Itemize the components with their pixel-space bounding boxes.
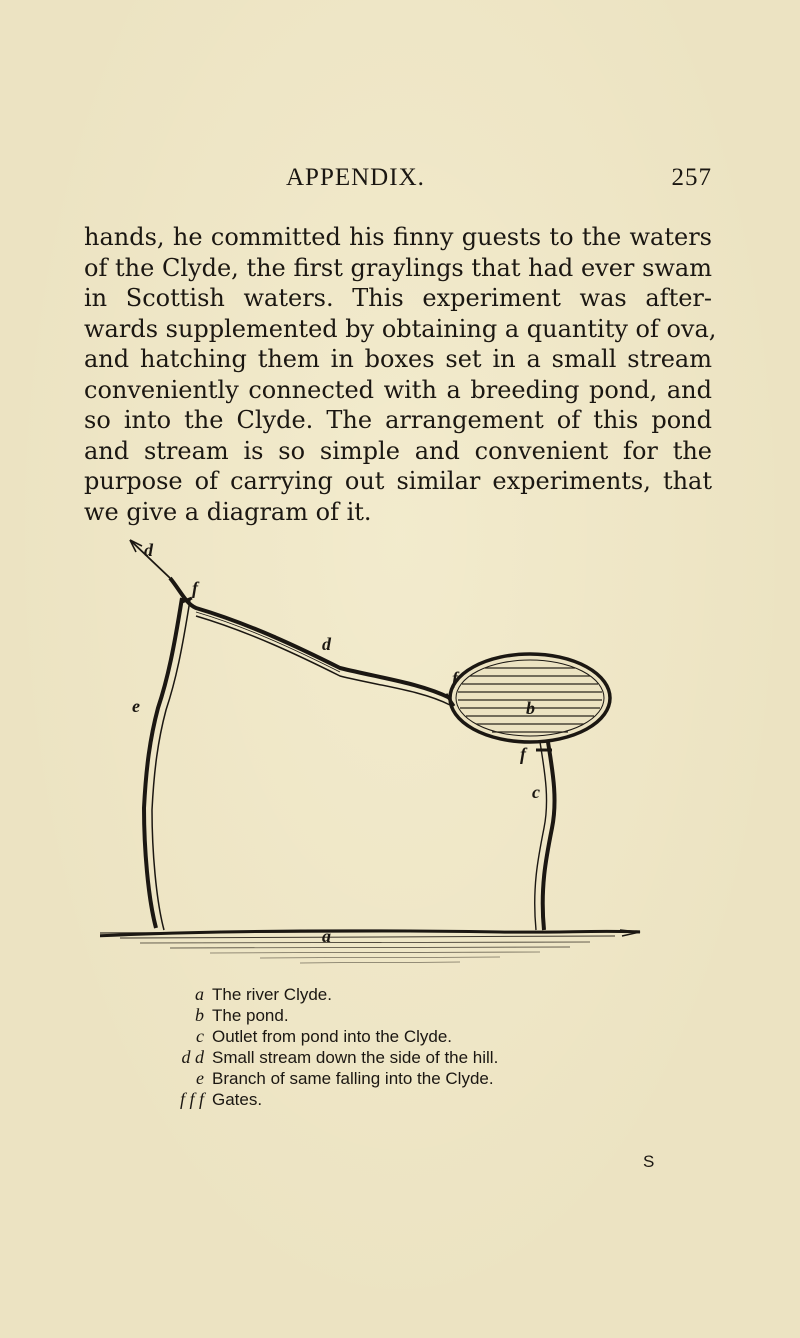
label-f-outlet: f bbox=[520, 744, 526, 764]
body-line: purpose of carrying out similar experiments, that bbox=[84, 467, 712, 495]
running-head bbox=[252, 164, 712, 194]
branch-e bbox=[144, 598, 182, 928]
legend-item bbox=[146, 1026, 566, 1047]
pond-diagram bbox=[100, 528, 660, 988]
legend-item bbox=[146, 1047, 566, 1068]
legend-text: Gates. bbox=[212, 1090, 263, 1109]
legend-item bbox=[146, 1089, 566, 1110]
page-number: 257 bbox=[671, 164, 712, 191]
label-a: a bbox=[322, 926, 331, 946]
legend-item bbox=[146, 1005, 566, 1026]
body-line: of the Clyde, the first graylings that had ever swam bbox=[84, 253, 712, 282]
body-line: hands, he committed his finny guests to the waters bbox=[84, 223, 712, 251]
body-line: we give a diagram of it. bbox=[84, 497, 372, 526]
legend-text: Branch of same falling into the Clyde. bbox=[212, 1069, 494, 1088]
legend-item bbox=[146, 1068, 566, 1089]
label-b: b bbox=[526, 698, 535, 718]
stream-d bbox=[170, 578, 450, 698]
body-line: in Scottish waters. This experiment was after- bbox=[84, 284, 712, 312]
label-d-mid: d bbox=[322, 634, 331, 654]
body-line: and stream is so simple and convenient for the bbox=[84, 436, 712, 465]
signature-mark: S bbox=[643, 1152, 655, 1171]
label-d-top: d bbox=[144, 540, 153, 560]
label-f-pond: f bbox=[452, 668, 458, 688]
body-line: so into the Clyde. The arrangement of this pond bbox=[84, 406, 712, 434]
label-f-top: f bbox=[192, 578, 198, 598]
body-line: and hatching them in boxes set in a small stream bbox=[84, 345, 712, 373]
legend-key: b bbox=[195, 1005, 204, 1025]
pond-diagram-drawing bbox=[100, 528, 660, 988]
legend-text: Outlet from pond into the Clyde. bbox=[212, 1027, 453, 1046]
legend-key: e bbox=[196, 1068, 204, 1088]
legend-text: Small stream down the side of the hill. bbox=[212, 1048, 499, 1067]
body-line: conveniently connected with a breeding pond, and bbox=[84, 375, 712, 404]
legend-text: The pond. bbox=[212, 1006, 289, 1025]
legend-key: c bbox=[196, 1026, 204, 1046]
river-clyde bbox=[100, 931, 640, 936]
body-paragraph bbox=[84, 222, 717, 527]
legend-text: The river Clyde. bbox=[212, 985, 332, 1004]
running-title: APPENDIX. bbox=[286, 164, 425, 191]
river-shading bbox=[100, 931, 640, 963]
legend-key: a bbox=[195, 984, 204, 1004]
legend-item bbox=[146, 984, 566, 1005]
diagram-legend bbox=[146, 984, 566, 1110]
legend-key: f f f bbox=[179, 1089, 204, 1109]
label-c: c bbox=[532, 782, 540, 802]
legend-key: d d bbox=[181, 1047, 204, 1067]
body-line: wards supplemented by obtaining a quantity of ova, bbox=[84, 314, 717, 343]
label-e: e bbox=[132, 696, 140, 716]
